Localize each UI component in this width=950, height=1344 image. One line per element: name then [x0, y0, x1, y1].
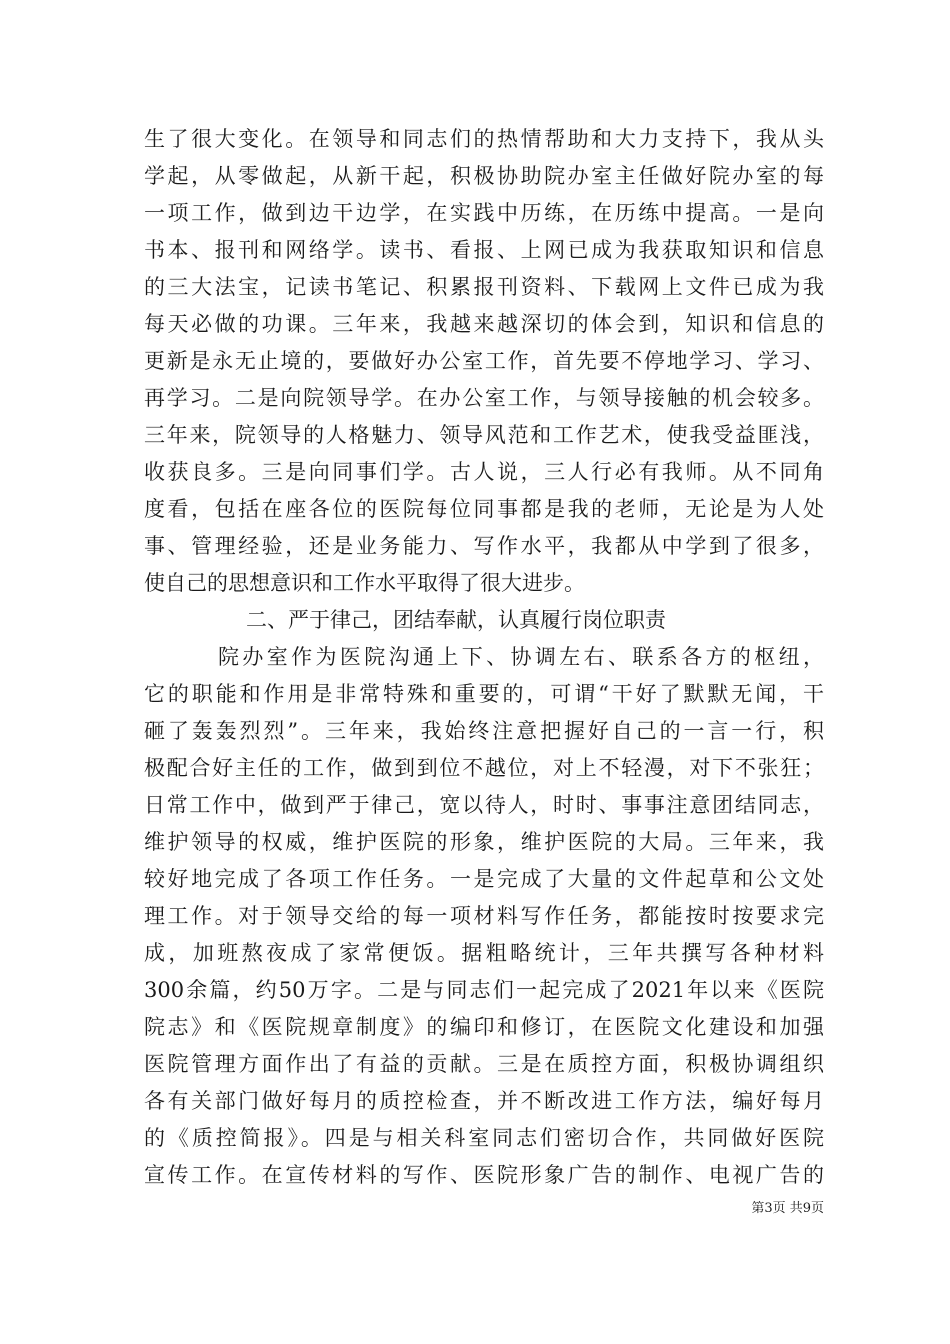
text-line: 的三大法宝，记读书笔记、积累报刊资料、下载网上文件已成为我 — [144, 275, 824, 299]
text-line: 使自己的思想意识和工作水平取得了很大进步。 — [144, 571, 585, 595]
text-line: 的《质控简报》。四是与相关科室同志们密切合作，共同做好医院 — [144, 1126, 824, 1150]
text-line: 一项工作，做到边干边学，在实践中历练，在历练中提高。一是向 — [144, 201, 824, 225]
text-line: 成，加班熬夜成了家常便饭。据粗略统计，三年共撰写各种材料 — [144, 941, 824, 965]
text-line: 更新是永无止境的，要做好办公室工作，首先要不停地学习、学习、 — [144, 349, 824, 373]
text-line: 宣传工作。在宣传材料的写作、医院形象广告的制作、电视广告的 — [144, 1163, 824, 1187]
text-line: 300余篇，约50万字。二是与同志们一起完成了2021年以来《医院 — [144, 978, 824, 1002]
text-line: 三年来，院领导的人格魅力、领导风范和工作艺术，使我受益匪浅， — [144, 423, 824, 447]
text-line: 理工作。对于领导交给的每一项材料写作任务，都能按时按要求完 — [144, 904, 824, 928]
text-line: 维护领导的权威，维护医院的形象，维护医院的大局。三年来，我 — [144, 830, 824, 854]
text-line: 较好地完成了各项工作任务。一是完成了大量的文件起草和公文处 — [144, 867, 824, 891]
text-line: 学起，从零做起，从新干起，积极协助院办室主任做好院办室的每 — [144, 164, 824, 188]
text-line: 日常工作中，做到严于律己，宽以待人，时时、事事注意团结同志， — [144, 793, 824, 817]
text-line: 砸了轰轰烈烈”。三年来，我始终注意把握好自己的一言一行，积 — [144, 719, 824, 743]
text-line: 生了很大变化。在领导和同志们的热情帮助和大力支持下，我从头 — [144, 127, 824, 151]
text-line: 再学习。二是向院领导学。在办公室工作，与领导接触的机会较多。 — [144, 386, 824, 410]
text-line: 院志》和《医院规章制度》的编印和修订，在医院文化建设和加强 — [144, 1015, 824, 1039]
page-number-footer: 第3页 共9页 — [751, 1201, 824, 1216]
text-line: 度看，包括在座各位的医院每位同事都是我的老师，无论是为人处 — [144, 497, 824, 521]
text-line: 极配合好主任的工作，做到到位不越位，对上不轻漫，对下不张狂； — [144, 756, 824, 780]
text-line: 它的职能和作用是非常特殊和重要的，可谓“干好了默默无闻，干 — [144, 682, 824, 706]
text-line: 事、管理经验，还是业务能力、写作水平，我都从中学到了很多， — [144, 534, 824, 558]
text-line: 医院管理方面作出了有益的贡献。三是在质控方面，积极协调组织 — [144, 1052, 824, 1076]
text-line: 书本、报刊和网络学。读书、看报、上网已成为我获取知识和信息 — [144, 238, 824, 262]
text-line: 每天必做的功课。三年来，我越来越深切的体会到，知识和信息的 — [144, 312, 824, 336]
section-heading: 二、严于律己，团结奉献，认真履行岗位职责 — [246, 608, 666, 632]
text-line: 各有关部门做好每月的质控检查，并不断改进工作方法，编好每月 — [144, 1089, 824, 1113]
paragraph-first-line: 院办室作为医院沟通上下、协调左右、联系各方的枢纽， — [218, 645, 824, 669]
text-line: 收获良多。三是向同事们学。古人说，三人行必有我师。从不同角 — [144, 460, 824, 484]
